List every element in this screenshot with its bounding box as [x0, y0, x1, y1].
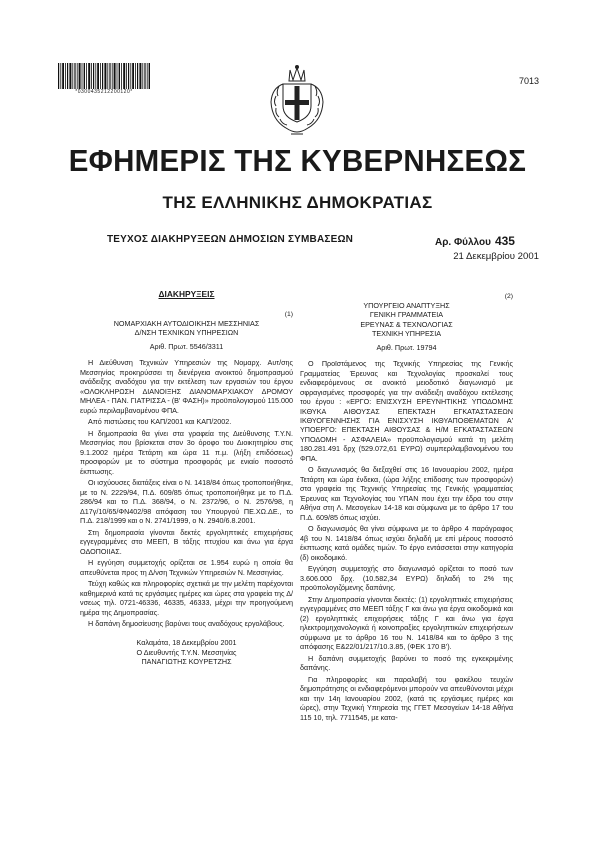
paragraph: Ο διαγωνισμός θα διεξαχθεί στις 16 Ιανουαρίου 2002, ημέρα Τετάρτη και ώρα ένδεκα, (ώρα λήξης επίδοσης των προσφορών) στα γραφεία της Τεχνικής Υπηρεσίας της Γενικής γραμματείας Έρευνας και Τεχνολογίας του ΥΠΑΝ που έχει την έδρα του στην Αθήνα στη Λ. Μεσογείων 14-18 και σύμφωνα με το άρθρο 17 του Π.Δ. 609/85 όπως ισχύει.: [300, 465, 513, 522]
paragraph: Η δαπάνη συμμετοχής βαρύνει το ποσό της εγκεκριμένης δαπάνης.: [300, 653, 513, 673]
issue-date: 21 Δεκεμβρίου 2001: [453, 251, 539, 262]
paragraph: Ο διαγωνισμός θα γίνει σύμφωνα με το άρθρο 4 παράγραφος 4β του Ν. 1418/84 όπως ισχύει δηλαδή με επί μέρους ποσοστό έκπτωσης κατά ομάδες τιμών. Το έργο εντάσσεται στην κατηγορία (δ) οικοδομικό.: [300, 524, 513, 562]
paragraph: Η δημοπρασία θα γίνει στα γραφεία της Διεύθυνσης Τ.Υ.Ν. Μεσσηνίας που βρίσκεται στον 3ο όροφο του Διοικητηρίου στις 9.1.2002 ημέρα Τετάρτη και ώρα 11 π.μ. (λήξη επιδόσεως) προσφορών με το σύστημα προσφοράς με ενιαίο ποσοστό έκπτωσης.: [80, 428, 293, 476]
announcement-ref: (2): [504, 293, 513, 300]
page-number: 7013: [518, 76, 539, 86]
gazette-subtitle: ΤΗΣ ΕΛΛΗΝΙΚΗΣ ΔΗΜΟΚΡΑΤΙΑΣ: [162, 193, 433, 212]
department-line: ΤΕΧΝΙΚΗ ΥΠΗΡΕΣΙΑ: [371, 329, 441, 339]
series-title: ΤΕΥΧΟΣ ΔΙΑΚΗΡΥΞΕΩΝ ΔΗΜΟΣΙΩΝ ΣΥΜΒΑΣΕΩΝ: [107, 234, 354, 245]
issue-info: [435, 234, 515, 248]
signature-role: Ο Διευθυντής Τ.Υ.Ν. Μεσσηνίας: [136, 647, 237, 657]
issue-number: 435: [494, 234, 515, 248]
authority-name: ΝΟΜΑΡΧΙΑΚΗ ΑΥΤΟΔΙΟΙΚΗΣΗ ΜΕΣΣΗΝΙΑΣ: [113, 319, 260, 328]
paragraph: Η εγγύηση συμμετοχής ορίζεται σε 1.954 ευρώ η οποία θα απευθύνεται προς τη Δ/νση Τεχνικών Υπηρεσιών Ν. Μεσσηνίας.: [80, 558, 293, 577]
paragraph: Για πληροφορίες και παραλαβή του φακέλου τευχών δημοπράτησης οι ενδιαφερόμενοι μπορούν να απευθύνονται μέχρι και την 14η Ιανουαρίου 2002, (κατά τις εργάσιμες ημέρες και ώρες), στην Τεχνική Υπηρεσία της ΓΓΕΤ Μεσογείων 14-18 Αθήνα 115 10, τηλ. 7711545, με κατα-: [300, 674, 513, 722]
protocol-number: Αριθ. Πρωτ. 5546/3311: [149, 341, 224, 351]
left-column: [80, 280, 293, 666]
barcode: [58, 63, 150, 89]
paragraph: Εγγύηση συμμετοχής στο διαγωνισμό ορίζεται το ποσό των 3.606.000 δρχ. (10.582,34 ΕΥΡΩ) δηλαδή το 2% της προϋπολογιζόμενης δαπάνης.: [300, 564, 513, 593]
signature-name: ΠΑΝΑΓΙΩΤΗΣ ΚΟΥΡΕΤΖΗΣ: [141, 657, 232, 666]
issue-label: Αρ. Φύλλου: [435, 237, 491, 248]
ministry-name: ΥΠΟΥΡΓΕΙΟ ΑΝΑΠΤΥΞΗΣ: [363, 301, 450, 310]
department-line: ΓΕΝΙΚΗ ΓΡΑΜΜΑΤΕΙΑ: [369, 310, 444, 320]
department-line: ΕΡΕΥΝΑΣ & ΤΕΧΝΟΛΟΓΙΑΣ: [360, 319, 453, 329]
announcement-ref: (1): [284, 311, 293, 318]
paragraph: Ο Προϊστάμενος της Τεχνικής Υπηρεσίας της Γενικής Γραμματείας Έρευνας και Τεχνολογίας προσκαλεί τους ενδιαφερόμενους σε ανοικτό μειοδοτικό διαγωνισμό με σφραγισμένες προσφορές για την ανάδειξη αναδόχου εκτέλεσης του έργου : «ΕΡΓΟ: ΕΝΙΣΧΥΣΗ ΕΡΕΥΝΗΤΙΚΗΣ ΥΠΟΔΟΜΗΣ ΙΚΘΥΚΑ ΑΙΘΟΥΣΑΣ ΕΠΕΚΤΑΣΗ ΕΓΚΑΤΑΣΤΑΣΕΩΝ ΙΚΘΥΟΓΕΝΝΗΣΗΣ ΓΙΑ ΕΝΙΣΧΥΣΗ ΙΚΘΥΑΠΟΘΕΜΑΤΩΝ Α' ΥΠΟΕΡΓΟ: ΕΠΕΚΤΑΣΗ ΑΙΘΟΥΣΑΣ & Η/Μ ΕΓΚΑΤΑΣΤΑΣΕΩΝ ΥΠΟΔΟΜΗ - ΑΣΦΑΛΕΙΑ» προϋπολογισμού κατά τη μελέτη 180.281.491 δρχ (529.072,61 ΕΥΡΩ) συμπεριλαμβανομένου του ΦΠΑ.: [300, 359, 513, 463]
authority-department: Δ/ΝΣΗ ΤΕΧΝΙΚΩΝ ΥΠΗΡΕΣΙΩΝ: [134, 328, 239, 338]
right-column: [300, 280, 513, 724]
section-title: ΔΙΑΚΗΡΥΞΕΙΣ: [158, 289, 215, 299]
protocol-number: Αριθ. Πρωτ. 19794: [376, 342, 437, 352]
gazette-title: ΕΦΗΜΕΡΙΣ ΤΗΣ ΚΥΒΕΡΝΗΣΕΩΣ: [68, 143, 527, 178]
signature-place-date: Καλαμάτα, 18 Δεκεμβρίου 2001: [136, 638, 237, 648]
barcode-code: *0300435212200120*: [75, 89, 133, 95]
paragraph: Στη δημοπρασία γίνονται δεκτές εργοληπτικές επιχειρήσεις εγγεγραμμένες στο ΜΕΕΠ, Β τάξης πτυχίου και άνω για έργα ΟΔΟΠΟΙΙΑΣ.: [80, 527, 293, 556]
greek-coat-of-arms-emblem: [264, 62, 330, 138]
paragraph: Τεύχη καθώς και πληροφορίες σχετικά με την μελέτη παρέχονται καθημερινά κατά τις εργάσιμες ημέρες και ώρες στα γραφεία της Δ/νσεως τηλ. 0721-46336, 46335, 46333, μέχρι την προηγούμενη ημέρα της Δημοπρασίας.: [80, 579, 293, 617]
paragraph: Στην Δημοπρασία γίνονται δεκτές: (1) εργοληπτικές επιχειρήσεις εγγεγραμμένες στο ΜΕΕΠ τάξης Γ και άνω για έργα οικοδομικά και (2) εργοληπτικές επιχειρήσεις τάξης Γ και άνω για έργα ηλεκτρομηχανολογικά ή κοινοπραξίες εργοληπτικών επιχειρήσεων σύμφωνα με το άρθρο 16 του Ν. 1418/84 και το άρθρο 3 της απόφασης Ε&22/01/217/10.3.85, (ΦΕΚ 170 Β').: [300, 594, 513, 652]
paragraph: Η Διεύθυνση Τεχνικών Υπηρεσιών της Νομαρχ. Αυτ/σης Μεσσηνίας προκηρύσσει τη διενέργεια ανοικτού δημοπρασμού ανάδειξης αναδόχου για την εκτέλεση των εργασιών του έργου «ΟΛΟΚΛΗΡΩΣΗ ΔΙΑΝΟΙΞΗΣ ΔΙΑΝΟΜΑΡΧΙΑΚΟΥ ΔΡΟΜΟΥ ΜΗΛΕΑ - ΠΑΝ. ΓΙΑΤΡΙΣΣΑ - (Β' ΦΑΣΗ)» προϋπολογισμού 115.000 ευρώ περιλαμβανομένου ΦΠΑ.: [80, 358, 294, 415]
paragraph: Η δαπάνη δημοσίευσης βαρύνει τους αναδόχους εργολάβους.: [88, 619, 285, 629]
paragraph: Από πιστώσεις του ΚΑΠ/2001 και ΚΑΠ/2002.: [88, 417, 232, 427]
paragraph: Οι ισχύουσες διατάξεις είναι ο Ν. 1418/84 όπως τροποποιήθηκε, με το Ν. 2229/94, Π.Δ. 609/85 όπως τροποποιήθηκε με το Π.Δ. 286/94 και το Π.Δ. 368/94, ο Ν. 2372/96, ο Ν. 2576/98, η Δ17γ/10/65/ΦΝ402/98 απόφαση του Υπουργού ΠΕ.ΧΩ.ΔΕ., το Π.Δ. 218/1999 και ο Ν. 2741/1999, ο Ν. 2940/6.8.2001.: [80, 478, 293, 526]
